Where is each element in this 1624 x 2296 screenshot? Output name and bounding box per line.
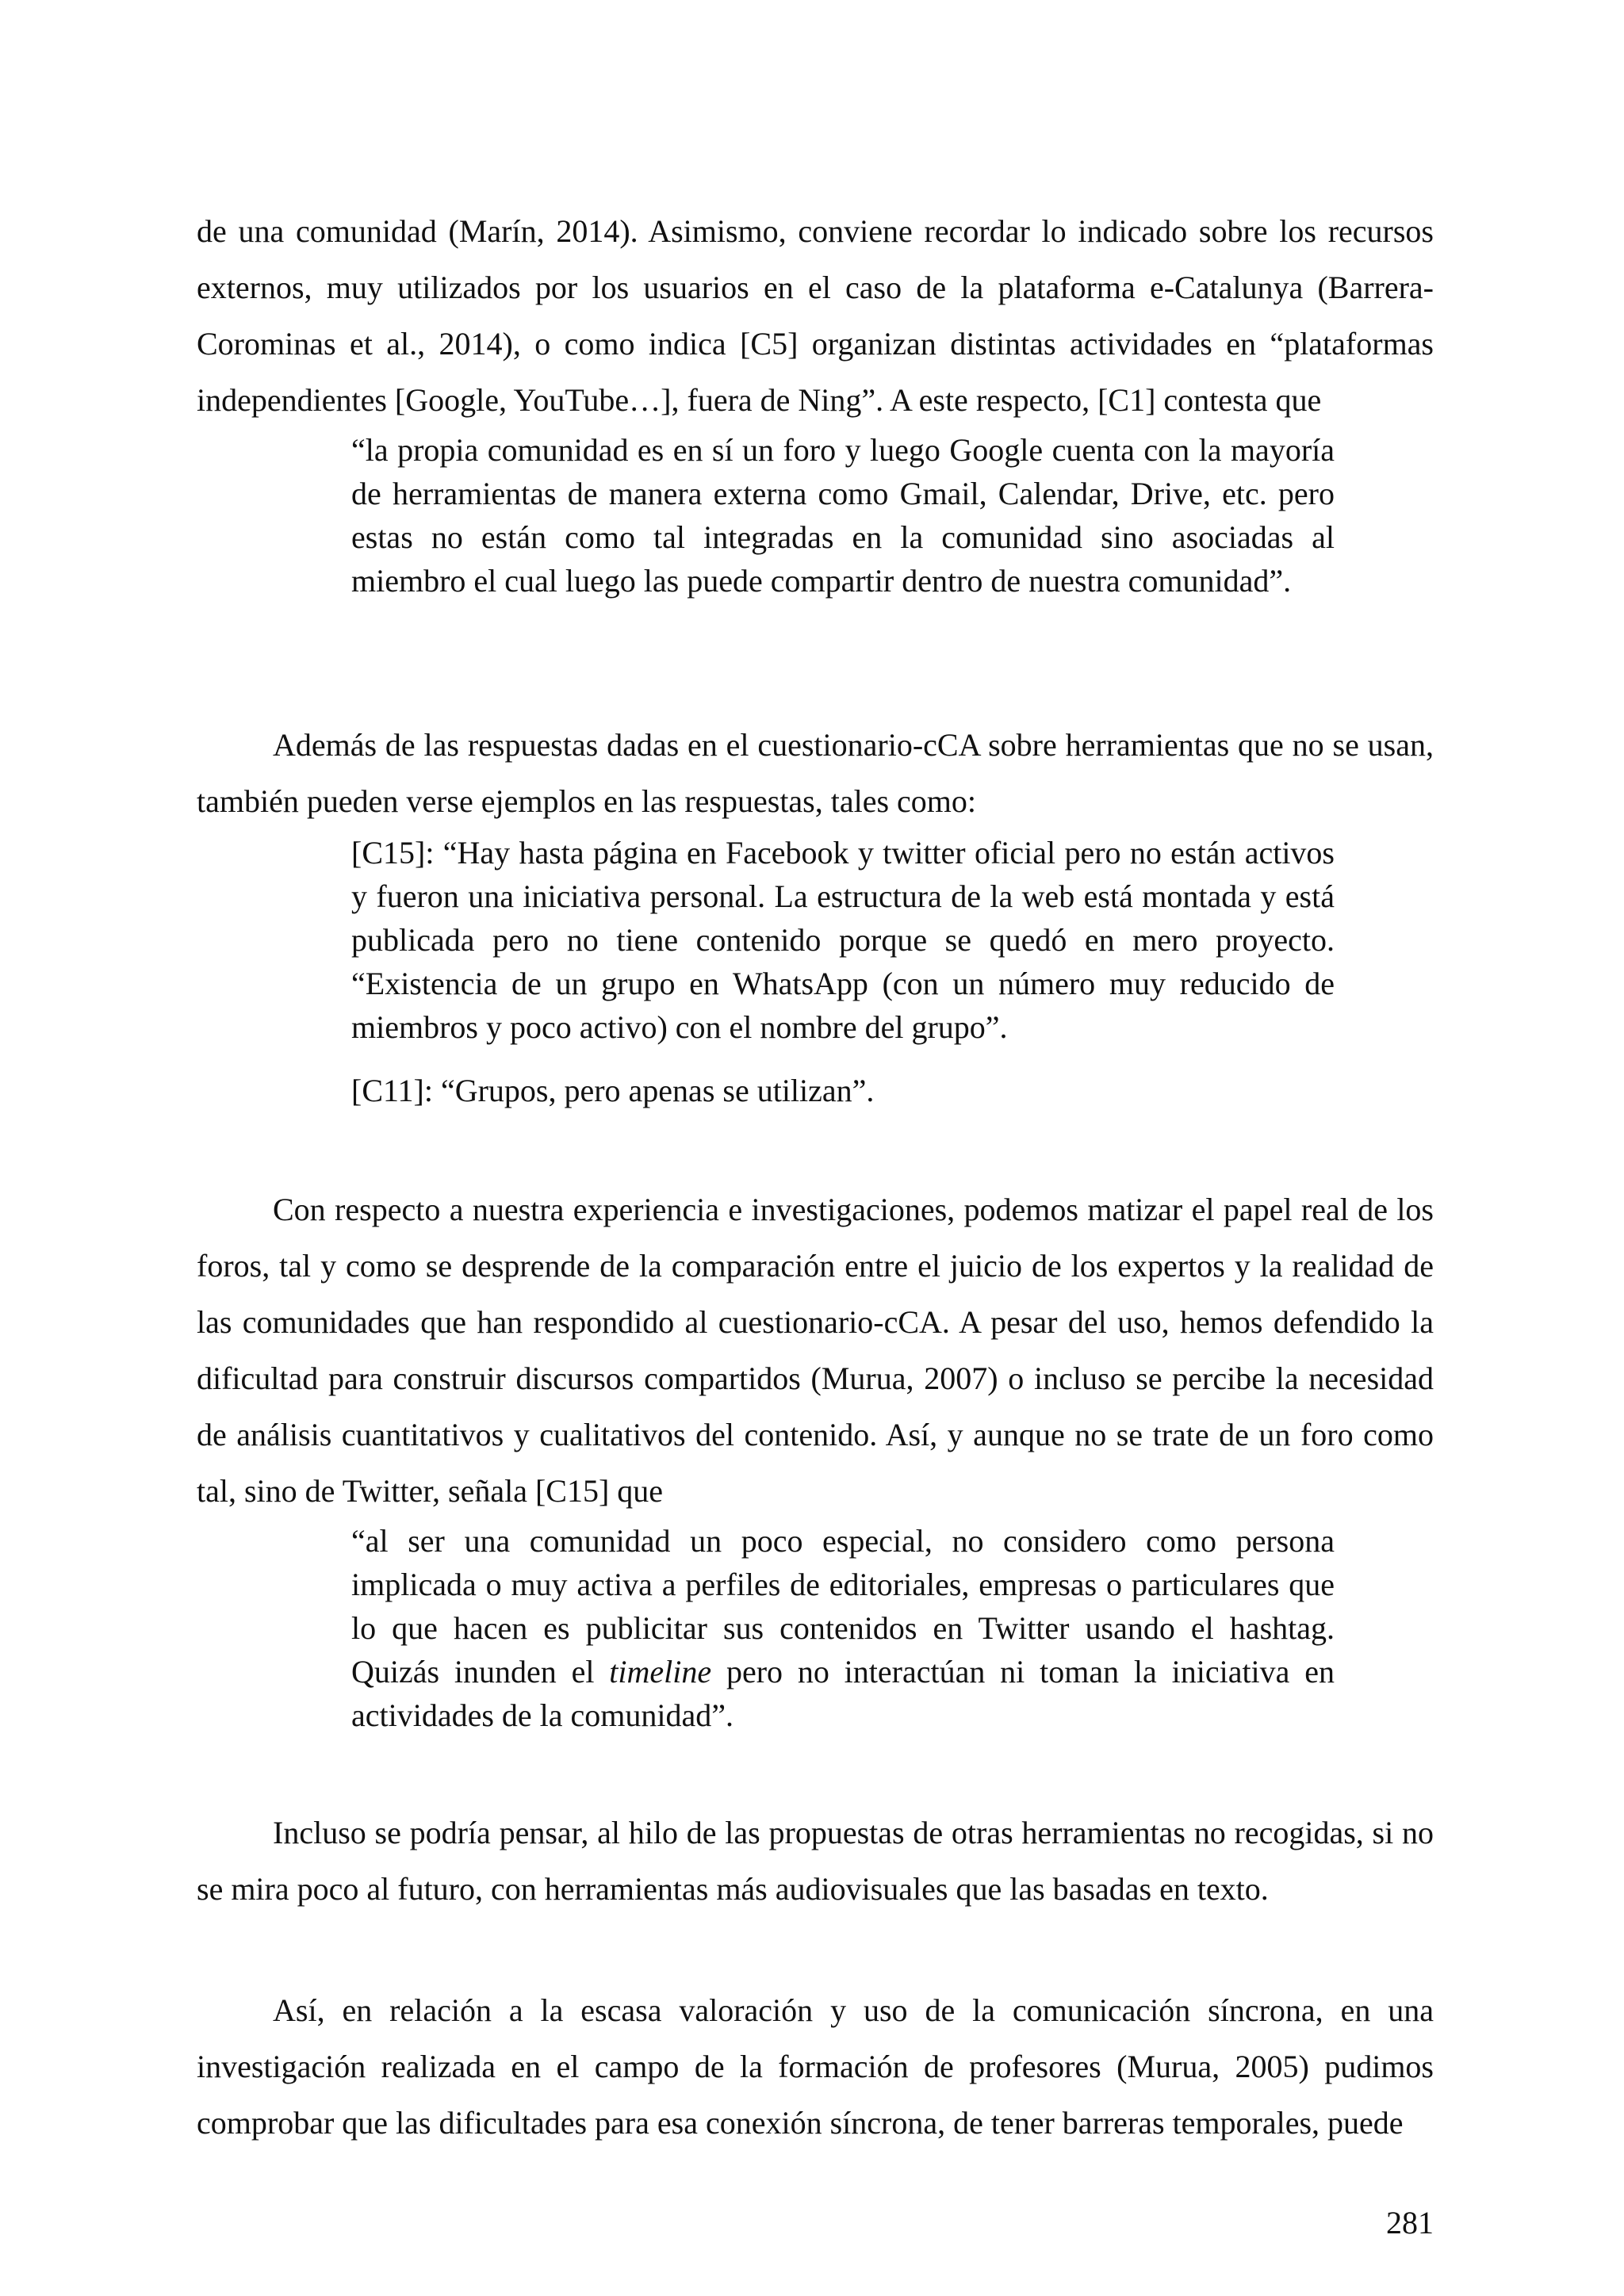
block-quote-3: [C11]: “Grupos, pero apenas se utilizan”. xyxy=(351,1073,875,1108)
page-number: 281 xyxy=(1386,2205,1434,2241)
block-quote-2: [C15]: “Hay hasta página en Facebook y twitter oficial pero no están activos y fueron una iniciativa personal. La estructura de la web está montada y está publicada pero no tiene contenido porque se quedó en mero proyecto. “Existencia de un grupo en WhatsApp (con un número muy reducido de miembros y poco activo) con el nombre del grupo”. xyxy=(351,835,1335,1045)
paragraph-4: Incluso se podría pensar, al hilo de las propuestas de otras herramientas no recogidas, si no se mira poco al futuro, con herramientas más audiovisuales que las basadas en texto. xyxy=(197,1815,1434,1907)
paragraph-2: Además de las respuestas dadas en el cuestionario-cCA sobre herramientas que no se usan, también pueden verse ejemplos en las respuestas, tales como: xyxy=(197,727,1434,819)
block-quote-1: “la propia comunidad es en sí un foro y luego Google cuenta con la mayoría de herramientas de manera externa como Gmail, Calendar, Drive, etc. pero estas no están como tal integradas en la comunidad sino asociadas al miembro el cual luego las puede compartir dentro de nuestra comunidad”. xyxy=(351,432,1335,599)
paragraph-1: de una comunidad (Marín, 2014). Asimismo, conviene recordar lo indicado sobre los recursos externos, muy utilizados por los usuarios en el caso de la plataforma e-Catalunya (Barrera-Corominas et al., 2014), o como indica [C5] organizan distintas actividades en “plataformas independientes [Google, YouTube…], fuera de Ning”. A este respecto, [C1] contesta que xyxy=(197,213,1434,418)
block-quote-4-text-b: pero no interactúan ni toman la iniciativa en actividades de la comunidad”. xyxy=(351,1654,1335,1733)
paragraph-5: Así, en relación a la escasa valoración y uso de la comunicación síncrona, en una investigación realizada en el campo de la formación de profesores (Murua, 2005) pudimos comprobar que las dificultades para esa conexión síncrona, de tener barreras temporales, puede xyxy=(197,1992,1434,2141)
block-quote-4 xyxy=(351,1519,1335,1737)
block-quote-4-text-a: “al ser una comunidad un poco especial, no considero como persona implicada o muy activa a perfiles de editoriales, empresas o particulares que lo que hacen es publicitar sus contenidos en Twitter usando el hashtag. Quizás inunden el xyxy=(351,1523,1335,1689)
block-quote-4-italic-term: timeline xyxy=(609,1654,712,1689)
paragraph-3: Con respecto a nuestra experiencia e investigaciones, podemos matizar el papel real de los foros, tal y como se desprende de la comparación entre el juicio de los expertos y la realidad de las comunidades que han respondido al cuestionario-cCA. A pesar del uso, hemos defendido la dificultad para construir discursos compartidos (Murua, 2007) o incluso se percibe la necesidad de análisis cuantitativos y cualitativos del contenido. Así, y aunque no se trate de un foro como tal, sino de Twitter, señala [C15] que xyxy=(197,1192,1434,1509)
